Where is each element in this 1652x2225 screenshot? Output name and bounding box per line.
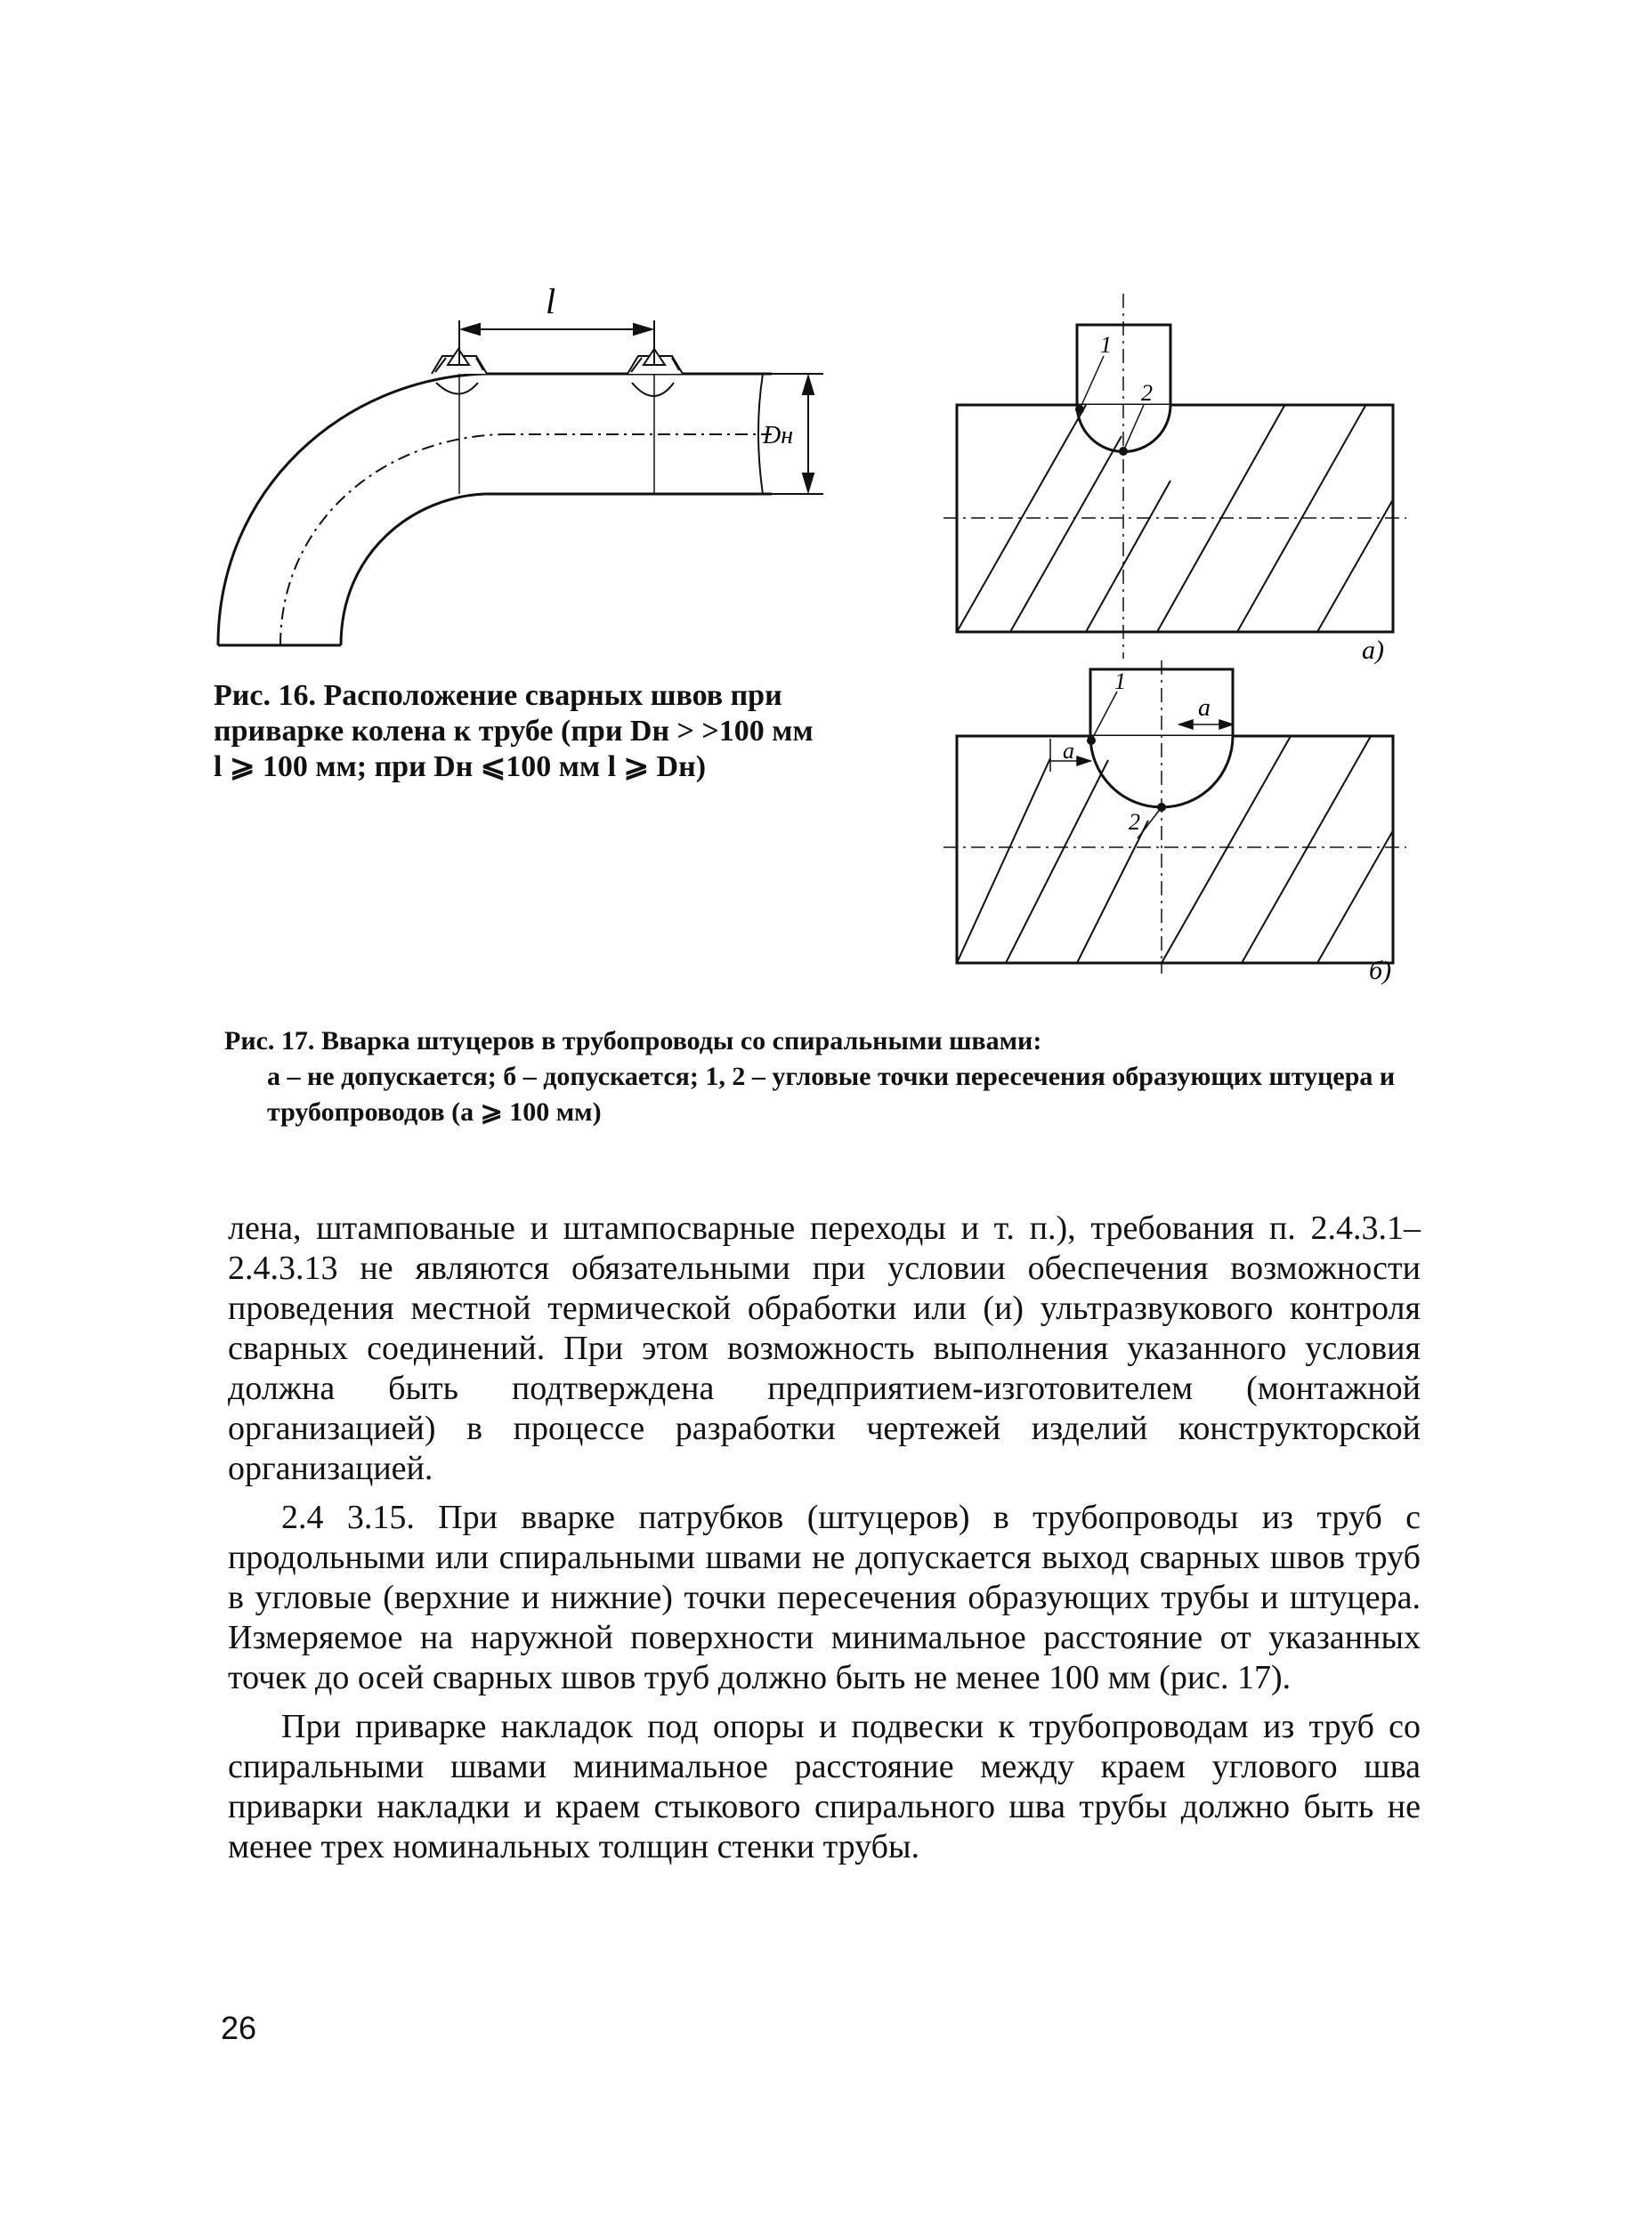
spiral-seam-lines (957, 347, 1406, 632)
figure-17-caption (224, 1024, 1435, 1130)
label-l: l (546, 285, 556, 321)
label-dist-a-upper: a (1198, 694, 1211, 722)
figure-16-caption-number: Рис. 16. (214, 679, 316, 712)
figure-16 (209, 285, 832, 659)
branch-weld-allowed-diagram (943, 660, 1406, 990)
figure-17a (943, 294, 1406, 668)
label-variant-b: б) (1369, 956, 1392, 985)
label-point-2: 2 (1129, 809, 1140, 835)
elbow-inner-contour (341, 494, 485, 645)
paragraph-3: При приварке накладок под опоры и подвески к трубопроводам из труб со спиральными швами минимальное расстояние между краем углового шва приварки накладки и краем стыкового спирального шва трубы должно быть не менее трех номинальных толщин стенки трубы. (228, 1708, 1421, 1865)
figure-16-caption-text: Расположение сварных швов при приварке колена к трубе (при Dн > >100 мм l ⩾ 100 мм; при Dн ⩽100 мм l ⩾ Dн) (214, 679, 814, 783)
paragraph-2: 2.4 3.15. При вварке патрубков (штуцеров) в трубопроводы из труб с продольными или спиральными швами не допускается выход сварных швов труб в угловые (верхние и нижние) точки пересечения образующих трубы и штуцера. Измеряемое на наружной поверхности минимальное расстояние от указанных точек до осей сварных швов труб должно быть не менее 100 мм (рис. 17). (228, 1499, 1421, 1696)
figure-17-caption-title: Вварка штуцеров в трубопроводы со спиральными швами: (320, 1026, 1042, 1056)
label-point-1: 1 (1100, 332, 1112, 358)
weld-seam-1 (432, 349, 487, 494)
label-dn: Dн (763, 422, 794, 449)
label-point-2: 2 (1141, 380, 1153, 406)
label-variant-a: а) (1362, 635, 1384, 665)
body-text (228, 1209, 1421, 1867)
figure-17b (943, 660, 1406, 990)
label-dist-a-lower: a (1063, 738, 1074, 764)
weld-seam-2 (628, 349, 683, 494)
figure-16-caption (214, 678, 828, 785)
label-point-1: 1 (1114, 668, 1126, 694)
page-number: 26 (221, 2010, 257, 2046)
elbow-weld-diagram (209, 285, 832, 659)
dimension-l (459, 320, 654, 365)
figure-17-caption-number: Рис. 17. (224, 1026, 315, 1056)
paragraph-1: лена, штампованые и штампосварные переходы и т. п.), требования п. 2.4.3.1–2.4.3.13 не являются обязательными при условии обеспечения возможности проведения местной термической обработки или (и) ультразвукового контроля сварных соединений. При этом возможность выполнения указанного условия должна быть подтверждена предприятием-изготовителем (монтажной организацией) в процессе разработки чертежей изделий конструкторской организацией. (228, 1210, 1421, 1487)
branch-weld-disallowed-diagram (943, 294, 1406, 668)
elbow-outer-contour (218, 374, 485, 645)
figure-17-caption-body: а – не допускается; б – допускается; 1, 2 – угловые точки пересечения образующих штуцера и трубопроводов (а ⩾ 100 мм) (267, 1062, 1396, 1127)
